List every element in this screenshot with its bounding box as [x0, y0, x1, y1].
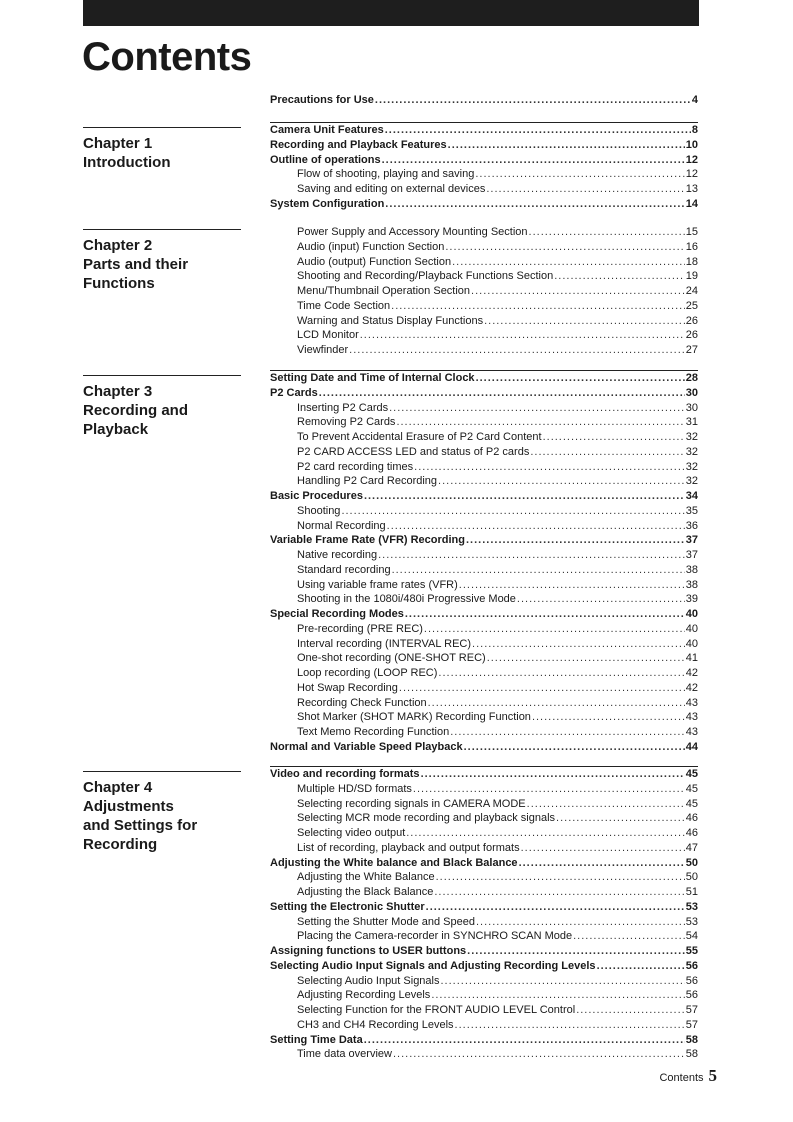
- toc-entry-page: 43: [685, 696, 698, 709]
- toc-entry-page: 57: [685, 1018, 698, 1031]
- toc-entry-title: Selecting Function for the FRONT AUDIO LEVEL Control: [297, 1004, 576, 1016]
- toc-entry-title: Placing the Camera-recorder in SYNCHRO SCAN Mode: [297, 930, 573, 943]
- toc-entry-title: Shooting: [297, 504, 341, 517]
- toc-entry-page: 28: [685, 372, 698, 384]
- toc-entry-page: 41: [685, 652, 698, 665]
- toc-entry-title: Adjusting the Black Balance: [297, 886, 434, 898]
- toc-leader-dots: [389, 401, 685, 416]
- footer-label: Contents: [659, 1072, 704, 1084]
- toc-entry-title: Adjusting the White Balance: [297, 871, 435, 884]
- toc-leader-dots: [476, 915, 685, 930]
- chapter-4-label: Chapter 4: [83, 779, 153, 796]
- page-footer: [659, 1066, 717, 1088]
- toc-entry-title: Shooting in the 1080i/480i Progressive Mode: [297, 593, 516, 606]
- toc-entry[interactable]: [270, 915, 698, 930]
- chapter-2-title-line-2: Functions: [83, 275, 155, 292]
- chapter-1-title: Introduction: [83, 154, 171, 171]
- toc-entry[interactable]: [270, 900, 698, 915]
- toc-leader-dots: [375, 93, 691, 108]
- toc-entry-page: 43: [685, 711, 698, 724]
- toc-entry-title: Time data overview: [297, 1048, 392, 1061]
- toc-entry-page: 55: [685, 945, 698, 957]
- toc-entry[interactable]: [270, 782, 698, 797]
- toc-entry[interactable]: [270, 343, 698, 358]
- toc-entry-page: 50: [685, 856, 698, 869]
- toc-entry-page: 40: [685, 622, 698, 635]
- toc-entry-title: Inserting P2 Cards: [297, 401, 389, 414]
- toc-entry-page: 12: [685, 168, 698, 181]
- toc-entry[interactable]: [270, 401, 698, 416]
- toc-leader-dots: [554, 269, 685, 284]
- toc-entry-page: 58: [685, 1033, 698, 1046]
- toc-leader-dots: [519, 856, 685, 871]
- toc-entry-title: Normal and Variable Speed Playback: [270, 740, 463, 753]
- toc-entry-title: Interval recording (INTERVAL REC): [297, 637, 472, 650]
- toc-entry-page: 10: [685, 138, 698, 151]
- toc-entry-title: Outline of operations: [270, 153, 381, 166]
- toc-leader-dots: [387, 519, 685, 534]
- toc-entry-title: Viewfinder: [297, 344, 349, 356]
- toc-leader-dots: [484, 314, 685, 329]
- toc-entry-title: Selecting Audio Input Signals and Adjusting Recording Levels: [270, 959, 596, 972]
- toc-leader-dots: [556, 811, 685, 826]
- chapter-4-title-line-3: Recording: [83, 836, 158, 853]
- toc-entry-page: 40: [685, 608, 698, 620]
- toc-entry-page: 45: [685, 797, 698, 810]
- toc-entry-page: 13: [685, 183, 698, 195]
- toc-entry[interactable]: [270, 767, 698, 782]
- toc-entry-page: 32: [685, 445, 698, 458]
- toc-leader-dots: [486, 182, 684, 197]
- toc-entry-title: Selecting recording signals in CAMERA MODE: [297, 797, 526, 810]
- chapter-3-title-line-2: Playback: [83, 421, 149, 438]
- toc-entry-page: 43: [685, 726, 698, 738]
- toc-entry[interactable]: [270, 284, 698, 299]
- toc-leader-dots: [393, 1047, 685, 1062]
- toc-entry-page: 16: [685, 240, 698, 253]
- toc-entry-page: 54: [685, 930, 698, 943]
- toc-leader-dots: [431, 988, 684, 1003]
- toc-leader-dots: [576, 1003, 685, 1018]
- toc-leader-dots: [452, 255, 685, 270]
- toc-leader-dots: [475, 167, 684, 182]
- toc-entry-page: 56: [685, 959, 698, 972]
- toc-entry-title: Power Supply and Accessory Mounting Section: [297, 226, 528, 238]
- toc-entry[interactable]: [270, 415, 698, 430]
- chapter-2-label: Chapter 2: [83, 237, 153, 254]
- toc-entry-title: Setting Date and Time of Internal Clock: [270, 372, 475, 384]
- toc-entry[interactable]: [270, 740, 698, 755]
- toc-entry-title: LCD Monitor: [297, 329, 359, 342]
- toc-entry-title: Adjusting Recording Levels: [297, 989, 431, 1002]
- toc-leader-dots: [364, 489, 685, 504]
- toc-entry[interactable]: [270, 811, 698, 826]
- toc-leader-dots: [434, 885, 684, 900]
- toc-entry[interactable]: [270, 607, 698, 622]
- toc-leader-dots: [527, 797, 685, 812]
- toc-leader-dots: [438, 474, 685, 489]
- toc-entry-title: Removing P2 Cards: [297, 416, 396, 429]
- toc-leader-dots: [406, 826, 685, 841]
- toc-entry-page: 26: [685, 329, 698, 342]
- toc-entry-title: Flow of shooting, playing and saving: [297, 168, 475, 181]
- toc-entry-title: Warning and Status Display Functions: [297, 314, 484, 327]
- toc-leader-dots: [396, 415, 684, 430]
- toc-chapter-1-entries: [270, 122, 698, 212]
- toc-leader-dots: [487, 651, 685, 666]
- toc-entry[interactable]: [270, 974, 698, 989]
- toc-entry-page: 46: [685, 812, 698, 825]
- toc-entry-title: Hot Swap Recording: [297, 681, 398, 694]
- chapter-3-label: Chapter 3: [83, 383, 153, 400]
- toc-leader-dots: [364, 1033, 685, 1048]
- toc-entry-title: Adjusting the White balance and Black Balance: [270, 856, 518, 869]
- toc-entry-title: Variable Frame Rate (VFR) Recording: [270, 534, 465, 547]
- toc-entry-title: Pre-recording (PRE REC): [297, 622, 423, 635]
- toc-entry[interactable]: [270, 592, 698, 607]
- toc-chapter-3-entries: [270, 370, 698, 755]
- toc-entry[interactable]: [270, 314, 698, 329]
- toc-entry[interactable]: [270, 123, 698, 138]
- toc-entry-page: 53: [685, 915, 698, 928]
- toc-entry[interactable]: [270, 489, 698, 504]
- toc-entry-page: 36: [685, 519, 698, 532]
- toc-entry[interactable]: [270, 519, 698, 534]
- toc-leader-dots: [459, 578, 685, 593]
- toc-entry[interactable]: [270, 856, 698, 871]
- toc-entry-title: Standard recording: [297, 563, 391, 576]
- toc-entry[interactable]: [270, 255, 698, 270]
- toc-entry[interactable]: [270, 681, 698, 696]
- toc-entry[interactable]: [270, 504, 698, 519]
- toc-entry[interactable]: [270, 826, 698, 841]
- toc-entry[interactable]: [270, 225, 698, 240]
- toc-entry-title: Selecting Audio Input Signals: [297, 974, 440, 987]
- toc-entry-page: 37: [685, 534, 698, 547]
- toc-leader-dots: [441, 974, 685, 989]
- toc-entry-page: 42: [685, 667, 698, 679]
- toc-chapter-2-entries: [270, 225, 698, 358]
- toc-entry[interactable]: [270, 710, 698, 725]
- chapter-2-title-line-1: Parts and their: [83, 256, 189, 273]
- toc-entry[interactable]: [270, 386, 698, 401]
- chapter-4-title-line-2: and Settings for: [83, 817, 198, 834]
- toc-entry-page: 46: [685, 827, 698, 839]
- toc-leader-dots: [573, 929, 685, 944]
- toc-leader-dots: [360, 328, 685, 343]
- header-bar: [83, 0, 699, 26]
- toc-leader-dots: [414, 460, 685, 475]
- toc-leader-dots: [421, 767, 685, 782]
- toc-entry[interactable]: [270, 153, 698, 168]
- toc-entry[interactable]: [270, 328, 698, 343]
- toc-entry[interactable]: [270, 870, 698, 885]
- toc-leader-dots: [529, 225, 685, 240]
- toc-entry-title: Special Recording Modes: [270, 608, 404, 620]
- toc-entry-page: 8: [691, 124, 698, 136]
- toc-leader-dots: [448, 138, 685, 153]
- toc-leader-dots: [385, 197, 684, 212]
- toc-entry-title: Selecting video output: [297, 827, 406, 839]
- toc-entry[interactable]: [270, 182, 698, 197]
- toc-entry-page: 56: [685, 989, 698, 1002]
- toc-leader-dots: [341, 504, 684, 519]
- toc-entry-title: Recording Check Function: [297, 696, 427, 709]
- toc-entry-title: Menu/Thumbnail Operation Section: [297, 285, 471, 297]
- toc-entry-page: 34: [685, 490, 698, 502]
- toc-entry-title: P2 card recording times: [297, 460, 414, 473]
- toc-leader-dots: [399, 681, 685, 696]
- toc-entry[interactable]: [270, 1033, 698, 1048]
- toc-entry-page: 47: [685, 841, 698, 854]
- chapter-1-heading: [83, 127, 241, 172]
- toc-leader-dots: [467, 944, 685, 959]
- toc-leader-dots: [471, 284, 685, 299]
- toc-entry-title: Recording and Playback Features: [270, 138, 447, 151]
- toc-entry-title: Selecting MCR mode recording and playback signals: [297, 812, 556, 825]
- page-number: 5: [708, 1066, 717, 1085]
- toc-entry-page: 39: [685, 593, 698, 606]
- toc-entry-page: 18: [685, 255, 698, 268]
- chapter-2-heading: [83, 229, 241, 293]
- chapter-4-heading: [83, 771, 241, 854]
- toc-entry-page: 27: [685, 344, 698, 356]
- toc-leader-dots: [392, 563, 685, 578]
- toc-entry-page: 24: [685, 285, 698, 297]
- toc-entry[interactable]: [270, 929, 698, 944]
- toc-entry-page: 38: [685, 563, 698, 576]
- toc-entry-page: 50: [685, 871, 698, 884]
- toc-entry[interactable]: [270, 578, 698, 593]
- toc-entry[interactable]: [270, 445, 698, 460]
- toc-entry-page: 57: [685, 1004, 698, 1016]
- toc-entry[interactable]: [270, 430, 698, 445]
- toc-entry[interactable]: [270, 1018, 698, 1033]
- toc-entry[interactable]: [270, 637, 698, 652]
- toc-leader-dots: [521, 841, 685, 856]
- toc-entry-title: To Prevent Accidental Erasure of P2 Card Content: [297, 431, 542, 443]
- toc-entry-page: 12: [685, 153, 698, 166]
- toc-leader-dots: [445, 240, 684, 255]
- toc-leader-dots: [391, 299, 685, 314]
- toc-leader-dots: [426, 900, 685, 915]
- toc-entry-title: Multiple HD/SD formats: [297, 782, 412, 795]
- toc-entry-title: Loop recording (LOOP REC): [297, 667, 438, 679]
- toc-leader-dots: [530, 445, 684, 460]
- toc-entry-page: 31: [685, 416, 698, 429]
- toc-leader-dots: [543, 430, 685, 445]
- toc-entry-page: 35: [685, 504, 698, 517]
- chapter-3-title-line-1: Recording and: [83, 402, 189, 419]
- toc-entry[interactable]: [270, 944, 698, 959]
- toc-entry[interactable]: [270, 885, 698, 900]
- toc-entry[interactable]: [270, 371, 698, 386]
- toc-entry[interactable]: [270, 622, 698, 637]
- toc-entry-page: 32: [685, 460, 698, 473]
- toc-leader-dots: [436, 870, 685, 885]
- toc-entry-page: 38: [685, 578, 698, 591]
- toc-chapter-4-entries: [270, 766, 698, 1062]
- toc-entry[interactable]: [270, 797, 698, 812]
- toc-leader-dots: [385, 123, 691, 138]
- toc-leader-dots: [464, 740, 685, 755]
- toc-entry-title: Setting the Electronic Shutter: [270, 900, 425, 913]
- toc-entry-title: Text Memo Recording Function: [297, 726, 450, 738]
- toc-entry-title: List of recording, playback and output formats: [297, 841, 520, 854]
- toc-entry[interactable]: [270, 841, 698, 856]
- page-title: Contents: [82, 35, 252, 79]
- toc-leader-dots: [428, 696, 685, 711]
- toc-leader-dots: [450, 725, 685, 740]
- toc-leader-dots: [405, 607, 685, 622]
- toc-entry-page: 51: [685, 886, 698, 898]
- toc-entry-page: 30: [685, 386, 698, 399]
- toc-entry-page: 25: [685, 299, 698, 312]
- toc-entry[interactable]: [270, 197, 698, 212]
- toc-entry-page: 56: [685, 974, 698, 987]
- chapter-4-title-line-1: Adjustments: [83, 798, 174, 815]
- toc-entry[interactable]: [270, 460, 698, 475]
- toc-entry-page: 44: [685, 740, 698, 753]
- toc-entry[interactable]: [270, 1047, 698, 1062]
- toc-entry[interactable]: [270, 548, 698, 563]
- toc-entry[interactable]: [270, 666, 698, 681]
- toc-entry-title: CH3 and CH4 Recording Levels: [297, 1018, 454, 1031]
- toc-entry[interactable]: [270, 725, 698, 740]
- toc-entry-page: 45: [685, 768, 698, 780]
- toc-entry[interactable]: [270, 696, 698, 711]
- toc-entry-title: System Configuration: [270, 197, 385, 210]
- toc-entry[interactable]: [270, 988, 698, 1003]
- toc-entry-title: Time Code Section: [297, 299, 391, 312]
- toc-entry-title: Audio (output) Function Section: [297, 255, 452, 268]
- toc-entry[interactable]: [270, 1003, 698, 1018]
- toc-leader-dots: [532, 710, 685, 725]
- toc-entry-title: Audio (input) Function Section: [297, 240, 445, 253]
- toc-leader-dots: [438, 666, 684, 681]
- toc-entry[interactable]: [270, 533, 698, 548]
- toc-entry-page: 4: [691, 94, 698, 106]
- toc-entry-title: Handling P2 Card Recording: [297, 475, 438, 488]
- toc-entry-page: 26: [685, 314, 698, 327]
- chapter-1-label: Chapter 1: [83, 135, 153, 152]
- toc-leader-dots: [349, 343, 685, 358]
- toc-entry-page: 32: [685, 431, 698, 443]
- toc-entry-title: Setting the Shutter Mode and Speed: [297, 915, 475, 928]
- toc-entry-page: 40: [685, 637, 698, 650]
- toc-entry[interactable]: [270, 651, 698, 666]
- toc-entry-title: P2 Cards: [270, 386, 318, 399]
- toc-leader-dots: [517, 592, 685, 607]
- toc-entry[interactable]: [270, 93, 698, 108]
- toc-entry-page: 53: [685, 900, 698, 913]
- toc-entry-title: Using variable frame rates (VFR): [297, 578, 458, 591]
- toc-leader-dots: [382, 153, 685, 168]
- toc-entry-title: Assigning functions to USER buttons: [270, 945, 467, 957]
- toc-leader-dots: [476, 371, 685, 386]
- toc-entry-page: 37: [685, 549, 698, 561]
- toc-entry-title: Precautions for Use: [270, 94, 374, 106]
- toc-entry[interactable]: [270, 138, 698, 153]
- toc-leader-dots: [455, 1018, 685, 1033]
- toc-leader-dots: [319, 386, 685, 401]
- toc-entry-page: 14: [685, 197, 698, 210]
- toc-entry-title: Shot Marker (SHOT MARK) Recording Function: [297, 711, 531, 724]
- toc-leader-dots: [597, 959, 685, 974]
- toc-entry[interactable]: [270, 959, 698, 974]
- toc-entry-title: P2 CARD ACCESS LED and status of P2 cards: [297, 445, 530, 458]
- toc-entry-page: 30: [685, 401, 698, 414]
- toc-entry-title: Basic Procedures: [270, 490, 363, 502]
- toc-entry-title: Camera Unit Features: [270, 124, 384, 136]
- toc-entry-page: 32: [685, 475, 698, 488]
- toc-entry[interactable]: [270, 563, 698, 578]
- toc-entry-page: 19: [685, 270, 698, 283]
- toc-entry[interactable]: [270, 299, 698, 314]
- toc-entry-title: One-shot recording (ONE-SHOT REC): [297, 652, 486, 665]
- toc-entry-title: Normal Recording: [297, 519, 386, 532]
- toc-entry[interactable]: [270, 240, 698, 255]
- toc-leader-dots: [413, 782, 685, 797]
- toc-entry-page: 45: [685, 782, 698, 795]
- toc-entry-page: 15: [685, 226, 698, 238]
- toc-entry-title: Shooting and Recording/Playback Functions Section: [297, 270, 554, 283]
- toc-entry[interactable]: [270, 474, 698, 489]
- toc-entry[interactable]: [270, 167, 698, 182]
- toc-entry-title: Setting Time Data: [270, 1033, 363, 1046]
- chapter-3-heading: [83, 375, 241, 439]
- toc-leader-dots: [466, 533, 685, 548]
- toc-entry-page: 42: [685, 681, 698, 694]
- toc-leader-dots: [424, 622, 685, 637]
- toc-entry-page: 58: [685, 1048, 698, 1061]
- toc-entry-title: Saving and editing on external devices: [297, 183, 486, 195]
- toc-entry[interactable]: [270, 269, 698, 284]
- toc-leader-dots: [472, 637, 685, 652]
- toc-entry-title: Native recording: [297, 549, 378, 561]
- toc-entry-title: Video and recording formats: [270, 768, 420, 780]
- toc-precautions: [270, 93, 698, 108]
- toc-leader-dots: [378, 548, 685, 563]
